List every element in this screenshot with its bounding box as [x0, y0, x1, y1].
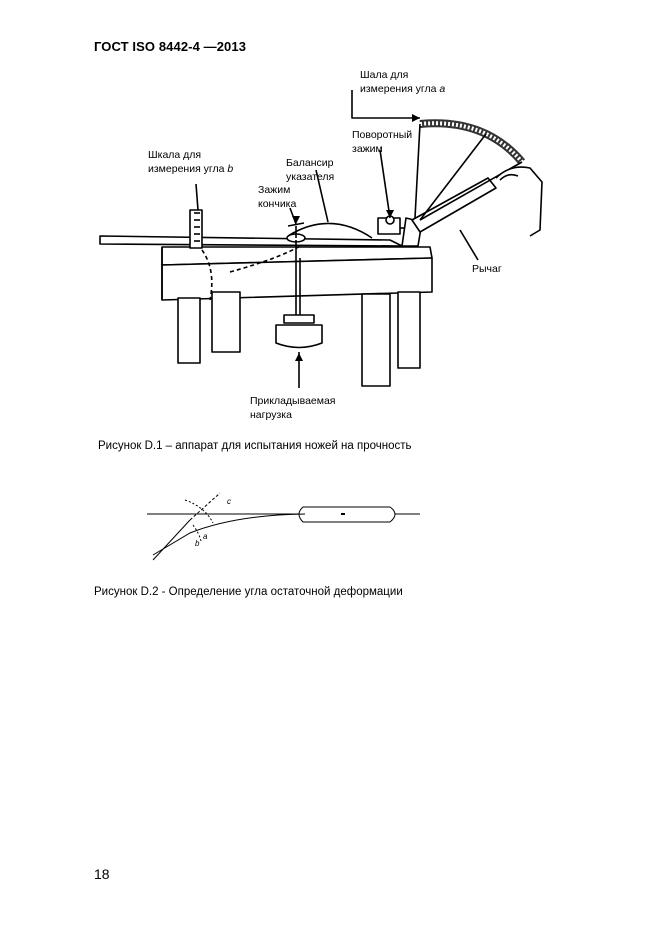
label-rotary-clamp: Поворотный зажим	[352, 129, 413, 155]
deformation-drawing	[145, 485, 430, 565]
angle-b-label: b	[195, 539, 200, 548]
table-leg	[362, 294, 390, 386]
figure-d2-caption: Рисунок D.2 - Определение угла остаточной деформации	[94, 586, 403, 598]
label-scale-a: Шала для измерения угла a	[360, 69, 446, 95]
table-leg	[398, 292, 420, 368]
table-leg	[178, 298, 200, 363]
figure-d1-apparatus	[90, 60, 550, 430]
scale-b	[190, 210, 202, 248]
angle-a-label: a	[203, 532, 208, 541]
knife-handle	[299, 507, 395, 522]
label-lever: Рычаг	[472, 263, 502, 275]
apparatus-drawing	[90, 60, 550, 430]
lever	[412, 178, 496, 232]
applied-load-weight	[276, 325, 322, 348]
document-header: ГОСТ ISO 8442-4 —2013	[94, 39, 247, 54]
knife-blade	[100, 236, 402, 246]
page-number: 18	[94, 866, 110, 882]
label-applied-load: Прикладываемая нагрузка	[250, 395, 336, 421]
scale-a-arc	[420, 123, 522, 162]
label-tip-clamp: Зажим кончика	[258, 184, 297, 210]
angle-c-label: c	[227, 497, 231, 506]
table-leg	[212, 292, 240, 352]
figure-d2-deformation	[145, 485, 430, 565]
table-front	[162, 258, 432, 300]
deformed-blade	[153, 514, 305, 555]
figure-d1-caption: Рисунок D.1 – аппарат для испытания ножей на прочность	[98, 440, 412, 452]
label-pointer-balance: Балансир указателя	[286, 157, 335, 183]
label-scale-b: Шкала для измерения угла b	[148, 149, 234, 175]
